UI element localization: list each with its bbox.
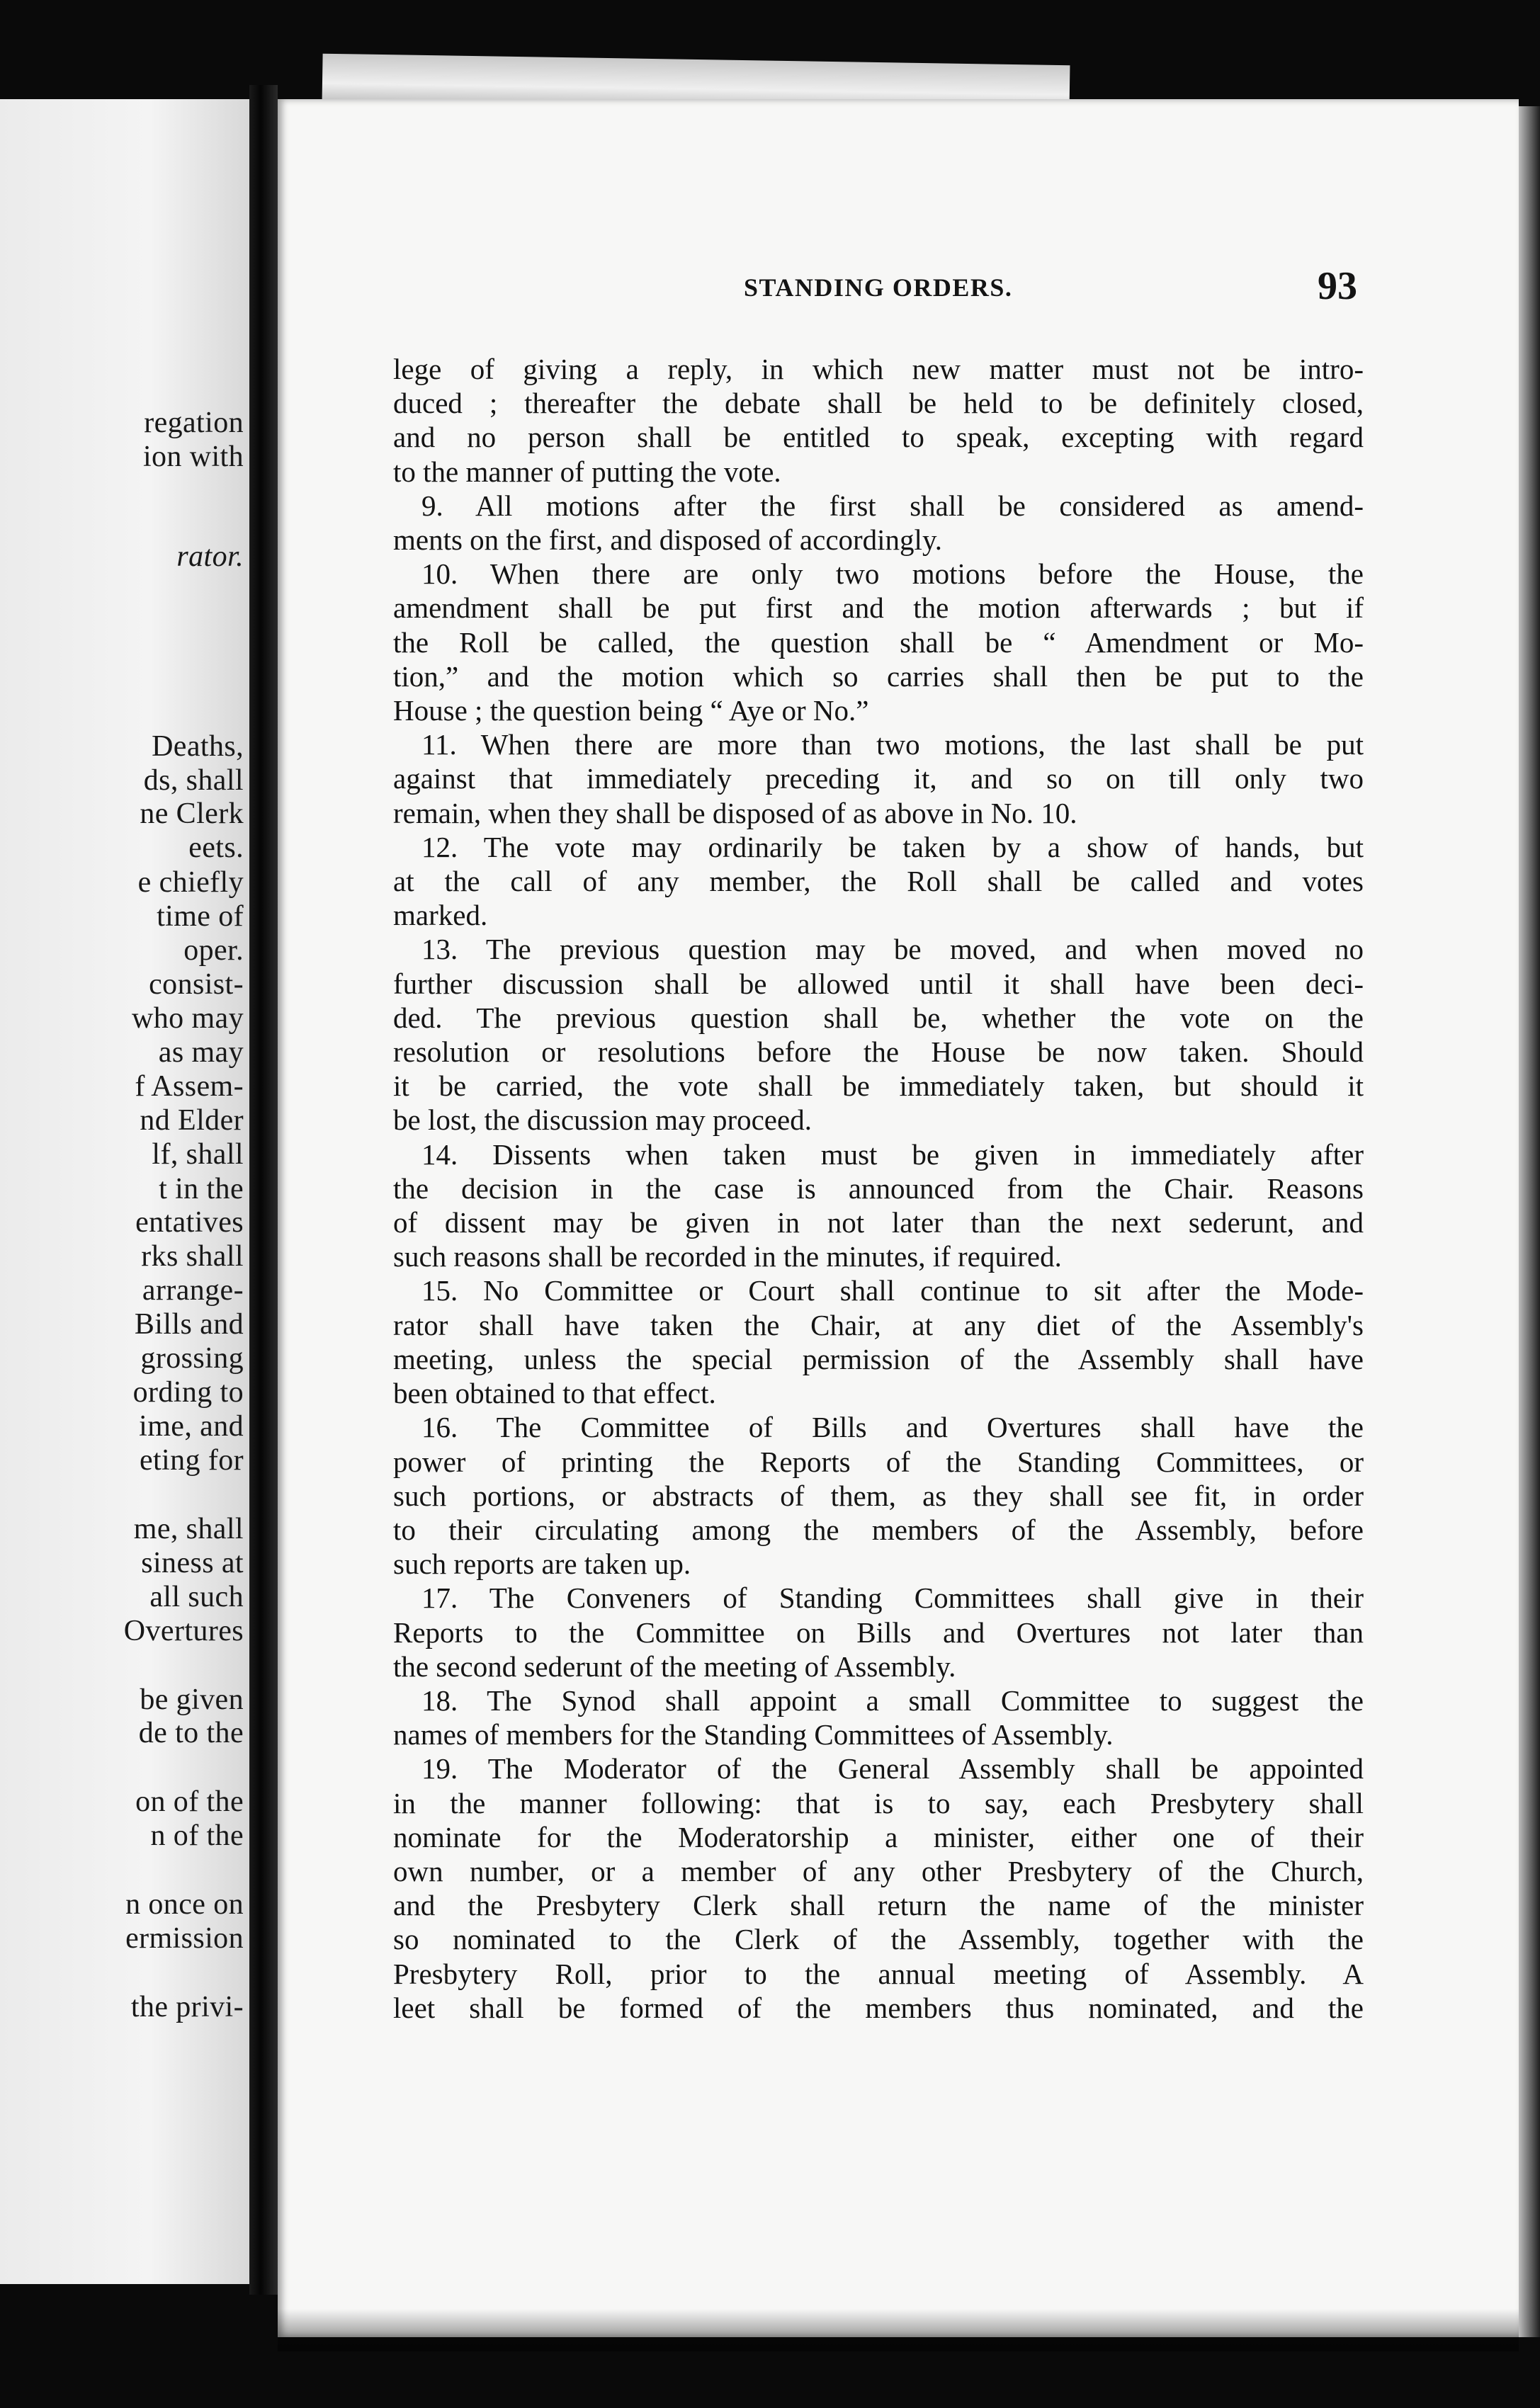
text-line: meeting, unless the special permission of the Assembly shall have xyxy=(393,1342,1364,1375)
left-page-text-fragment: siness at xyxy=(141,1547,244,1579)
text-line: resolution or resolutions before the House be now taken. Should xyxy=(393,1035,1364,1069)
text-line: such reports are taken up. xyxy=(393,1547,691,1581)
page-edge xyxy=(1519,106,1540,2337)
text-line: 11. When there are more than two motions, the last shall be put xyxy=(421,728,1364,761)
text-line: Presbytery Roll, prior to the annual meeting of Assembly. A xyxy=(393,1957,1364,1990)
text-line: ded. The previous question shall be, whether the vote on the xyxy=(393,1001,1364,1034)
left-page xyxy=(0,99,249,2284)
left-page-text-fragment: time of xyxy=(157,900,244,933)
text-line: tion,” and the motion which so carries shall then be put to the xyxy=(393,659,1364,693)
text-line: duced ; thereafter the debate shall be held to be definitely closed, xyxy=(393,387,1364,420)
text-line: 14. Dissents when taken must be given in immediately after xyxy=(421,1137,1364,1171)
page-number: 93 xyxy=(1318,264,1357,308)
text-line: House ; the question being “ Aye or No.” xyxy=(393,694,869,727)
text-line: own number, or a member of any other Presbytery of the Church, xyxy=(393,1854,1364,1887)
text-line: further discussion shall be allowed until it shall have been deci- xyxy=(393,967,1364,1000)
left-page-text-fragment: eets. xyxy=(188,831,244,864)
text-line: the Roll be called, the question shall be “ Amendment or Mo- xyxy=(393,625,1364,659)
left-page-text-fragment: Bills and xyxy=(134,1308,244,1341)
left-page-text-fragment: on of the xyxy=(135,1785,244,1818)
text-line: ments on the first, and disposed of accordingly. xyxy=(393,523,943,557)
left-page-text-fragment: Overtures xyxy=(123,1615,244,1647)
text-line: 16. The Committee of Bills and Overtures shall have the xyxy=(421,1411,1364,1444)
text-line: 18. The Synod shall appoint a small Committee to suggest the xyxy=(421,1683,1364,1717)
book-gutter xyxy=(249,85,278,2295)
text-line: 19. The Moderator of the General Assembly shall be appointed xyxy=(421,1752,1364,1785)
text-line: marked. xyxy=(393,899,488,932)
left-page-text-fragment: entatives xyxy=(135,1206,244,1239)
left-page-text-fragment: oper. xyxy=(183,934,244,967)
text-line: 17. The Conveners of Standing Committees shall give in their xyxy=(421,1581,1364,1615)
text-line: it be carried, the vote shall be immediately taken, but should it xyxy=(393,1069,1364,1103)
text-line: names of members for the Standing Committees of Assembly. xyxy=(393,1718,1114,1751)
text-line: at the call of any member, the Roll shall be called and votes xyxy=(393,865,1364,898)
text-line: nominate for the Moderatorship a minister, either one of their xyxy=(393,1820,1364,1853)
left-page-text-fragment: nd Elder xyxy=(140,1104,244,1137)
left-page-text-fragment: ds, shall xyxy=(143,764,244,797)
left-page-text-fragment: ermission xyxy=(125,1922,244,1955)
left-page-text-fragment: me, shall xyxy=(133,1513,244,1545)
page-bottom-shadow xyxy=(278,2309,1519,2351)
text-line: leet shall be formed of the members thus nominated, and the xyxy=(393,1991,1364,2024)
left-page-text-fragment: arrange- xyxy=(142,1274,244,1307)
text-line: of dissent may be given in not later than the next sederunt, and xyxy=(393,1206,1364,1239)
text-line: against that immediately preceding it, and so on till only two xyxy=(393,762,1364,795)
text-line: rator shall have taken the Chair, at any diet of the Assembly's xyxy=(393,1308,1364,1341)
text-line: 12. The vote may ordinarily be taken by a show of hands, but xyxy=(421,830,1364,863)
text-line: the decision in the case is announced from the Chair. Reasons xyxy=(393,1171,1364,1205)
left-page-text-fragment: rator. xyxy=(176,540,244,573)
text-line: 10. When there are only two motions before the House, the xyxy=(421,557,1364,591)
left-page-text-fragment: de to the xyxy=(138,1717,244,1749)
left-page-text-fragment: grossing xyxy=(140,1342,244,1375)
text-line: power of printing the Reports of the Standing Committees, or xyxy=(393,1445,1364,1478)
left-page-text-fragment: all such xyxy=(149,1581,244,1613)
left-page-text-fragment: eting for xyxy=(139,1444,244,1477)
text-line: to their circulating among the members of the Assembly, before xyxy=(393,1513,1364,1546)
text-line: the second sederunt of the meeting of Assembly. xyxy=(393,1649,956,1683)
left-page-text-fragment: the privi- xyxy=(130,1991,244,2023)
left-page-text-fragment: rks shall xyxy=(141,1240,244,1273)
text-line: remain, when they shall be disposed of as above in No. 10. xyxy=(393,796,1077,829)
left-page-text-fragment: lf, shall xyxy=(152,1138,244,1171)
left-page-text-fragment: t in the xyxy=(159,1173,244,1205)
left-page-text-fragment: n of the xyxy=(150,1819,244,1852)
left-page-text-fragment: consist- xyxy=(149,968,244,1001)
text-line: and the Presbytery Clerk shall return the name of the minister xyxy=(393,1889,1364,1922)
text-line: so nominated to the Clerk of the Assembly, together with the xyxy=(393,1923,1364,1956)
left-page-text-fragment: regation xyxy=(144,407,244,439)
left-page-text-fragment: be given xyxy=(140,1683,244,1716)
text-line: been obtained to that effect. xyxy=(393,1377,716,1410)
text-line: and no person shall be entitled to speak, excepting with regard xyxy=(393,421,1364,454)
left-page-text-fragment: n once on xyxy=(125,1888,244,1921)
left-page-text-fragment: f Assem- xyxy=(135,1070,244,1103)
text-line: such reasons shall be recorded in the minutes, if required. xyxy=(393,1240,1062,1273)
text-line: 15. No Committee or Court shall continue to sit after the Mode- xyxy=(421,1274,1364,1307)
left-page-text-fragment: e chiefly xyxy=(137,866,244,899)
left-page-text-fragment: as may xyxy=(158,1036,244,1069)
left-page-text-fragment: Deaths, xyxy=(152,730,244,763)
text-line: to the manner of putting the vote. xyxy=(393,455,781,488)
left-page-text-fragment: ion with xyxy=(142,441,244,473)
text-line: 13. The previous question may be moved, and when moved no xyxy=(421,933,1364,966)
text-line: amendment shall be put first and the motion afterwards ; but if xyxy=(393,591,1364,625)
text-line: such portions, or abstracts of them, as they shall see fit, in order xyxy=(393,1479,1364,1512)
text-line: be lost, the discussion may proceed. xyxy=(393,1103,812,1137)
running-head: STANDING ORDERS. xyxy=(744,273,1013,302)
left-page-text-fragment: ne Clerk xyxy=(140,797,244,830)
text-line: Reports to the Committee on Bills and Overtures not later than xyxy=(393,1615,1364,1649)
left-page-text-fragment: ime, and xyxy=(139,1410,244,1443)
text-line: 9. All motions after the first shall be considered as amend- xyxy=(421,489,1364,522)
text-line: lege of giving a reply, in which new matter must not be intro- xyxy=(393,353,1364,385)
left-page-text-fragment: who may xyxy=(132,1002,244,1035)
text-line: in the manner following: that is to say, each Presbytery shall xyxy=(393,1786,1364,1819)
left-page-text-fragment: ording to xyxy=(132,1376,244,1409)
page-body-text xyxy=(393,352,1364,2025)
